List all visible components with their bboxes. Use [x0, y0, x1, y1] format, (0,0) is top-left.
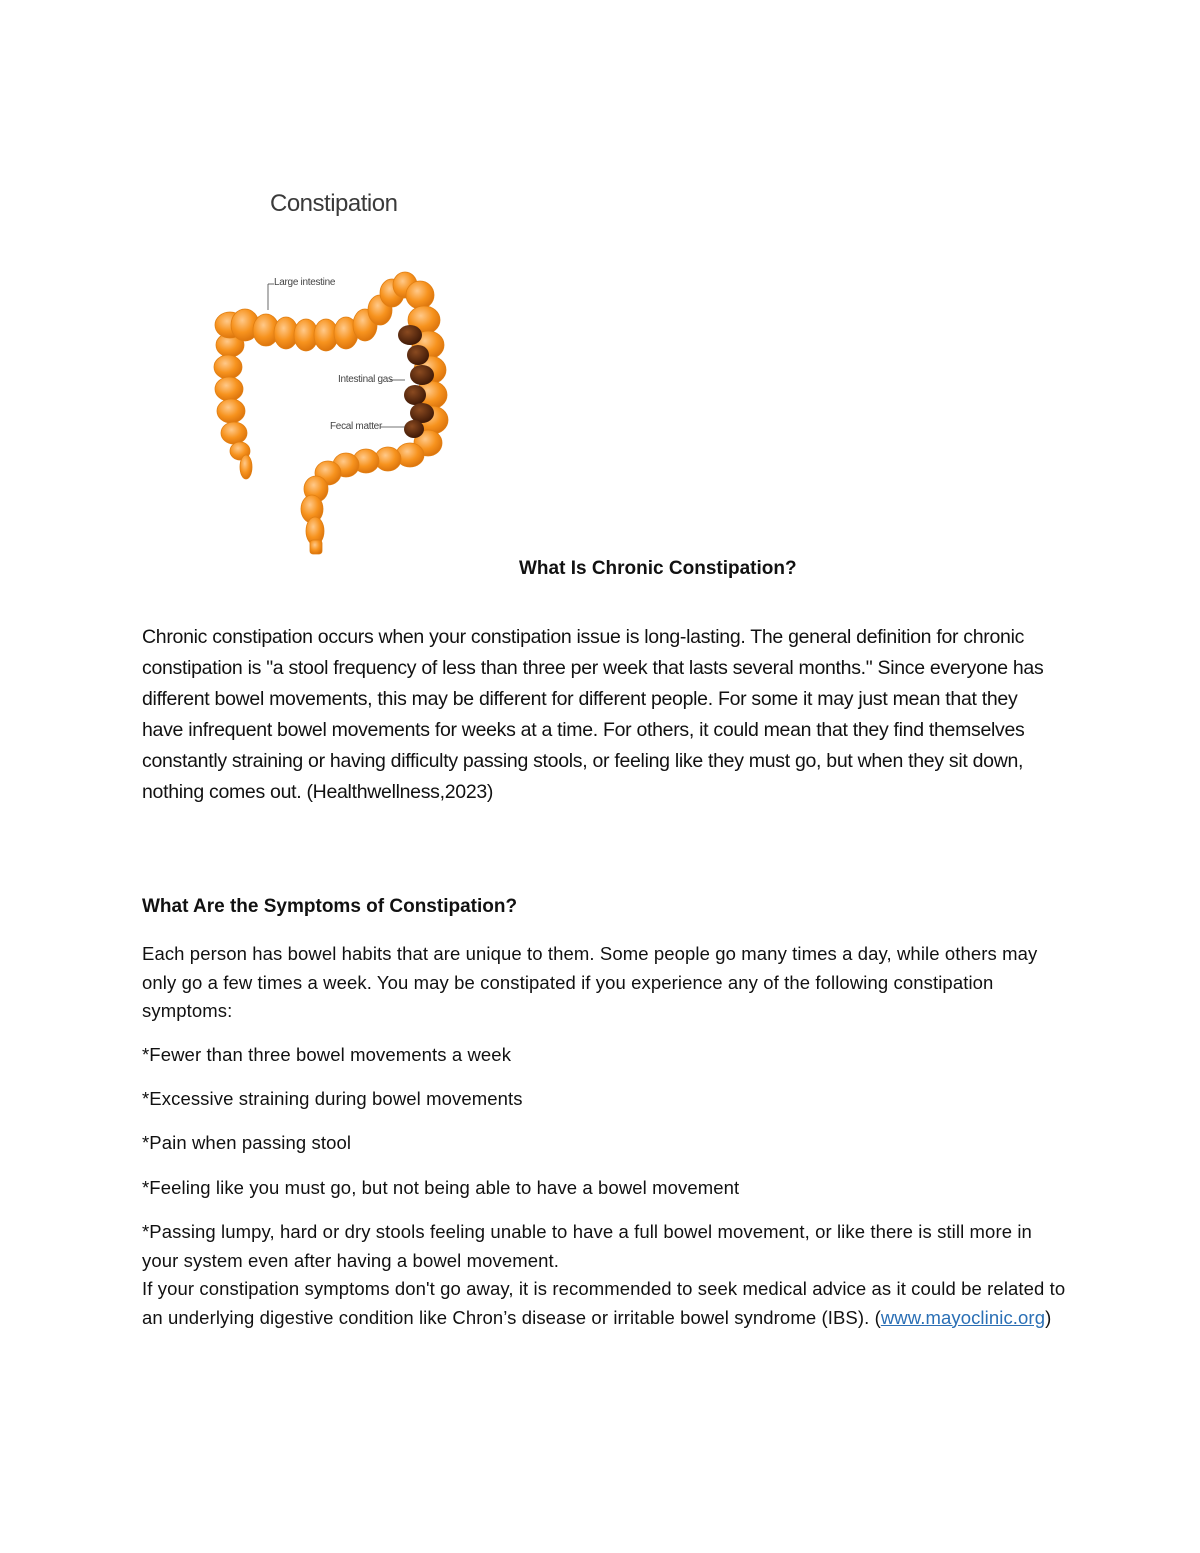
symptom-item-text: *Passing lumpy, hard or dry stools feeling unable to have a full bowel movement, or like there is still more in your system even after having a bowel movement. [142, 1221, 1032, 1271]
symptoms-intro: Each person has bowel habits that are unique to them. Some people go many times a day, while others may only go a few times a week. You may be constipated if you experience any of the following constipation symptoms: [142, 943, 1038, 1021]
chronic-constipation-heading: What Is Chronic Constipation? [519, 558, 797, 579]
label-fecal-matter: Fecal matter [330, 421, 382, 432]
figure-title: Constipation [270, 190, 398, 217]
symptom-item-last [142, 1218, 1072, 1332]
symptom-item: *Fewer than three bowel movements a week [142, 1044, 512, 1065]
label-large-intestine: Large intestine [274, 277, 336, 288]
closing-text: If your constipation symptoms don't go away, it is recommended to seek medical advice as it could be related to an underlying digestive condition like Chron’s disease or irritable bowel syndrome (IBS). ( [142, 1278, 1066, 1328]
intestine-illustration [200, 185, 470, 565]
sigmoid-colon [301, 443, 424, 554]
symptoms-heading: What Are the Symptoms of Constipation? [142, 896, 518, 917]
symptom-item: *Excessive straining during bowel movements [142, 1088, 523, 1109]
constipation-figure [200, 185, 470, 565]
symptom-item: *Feeling like you must go, but not being able to have a bowel movement [142, 1177, 740, 1198]
closing-end: ) [1045, 1306, 1052, 1328]
chronic-constipation-paragraph: Chronic constipation occurs when your constipation issue is long-lasting. The general definition for chronic constipation is "a stool frequency of less than three per week that lasts several months." Since everyone has different bowel movements, this may be different for different people. For some it may just mean that they have infrequent bowel movements for weeks at a time. For others, it could mean that they find themselves constantly straining or having difficulty passing stools, or feeling like they must go, but when they sit down, nothing comes out. (Healthwellness,2023) [142, 626, 1044, 803]
label-intestinal-gas: Intestinal gas [338, 374, 393, 385]
mayoclinic-link[interactable]: www.mayoclinic.org [880, 1306, 1046, 1328]
symptom-item: *Pain when passing stool [142, 1132, 352, 1153]
